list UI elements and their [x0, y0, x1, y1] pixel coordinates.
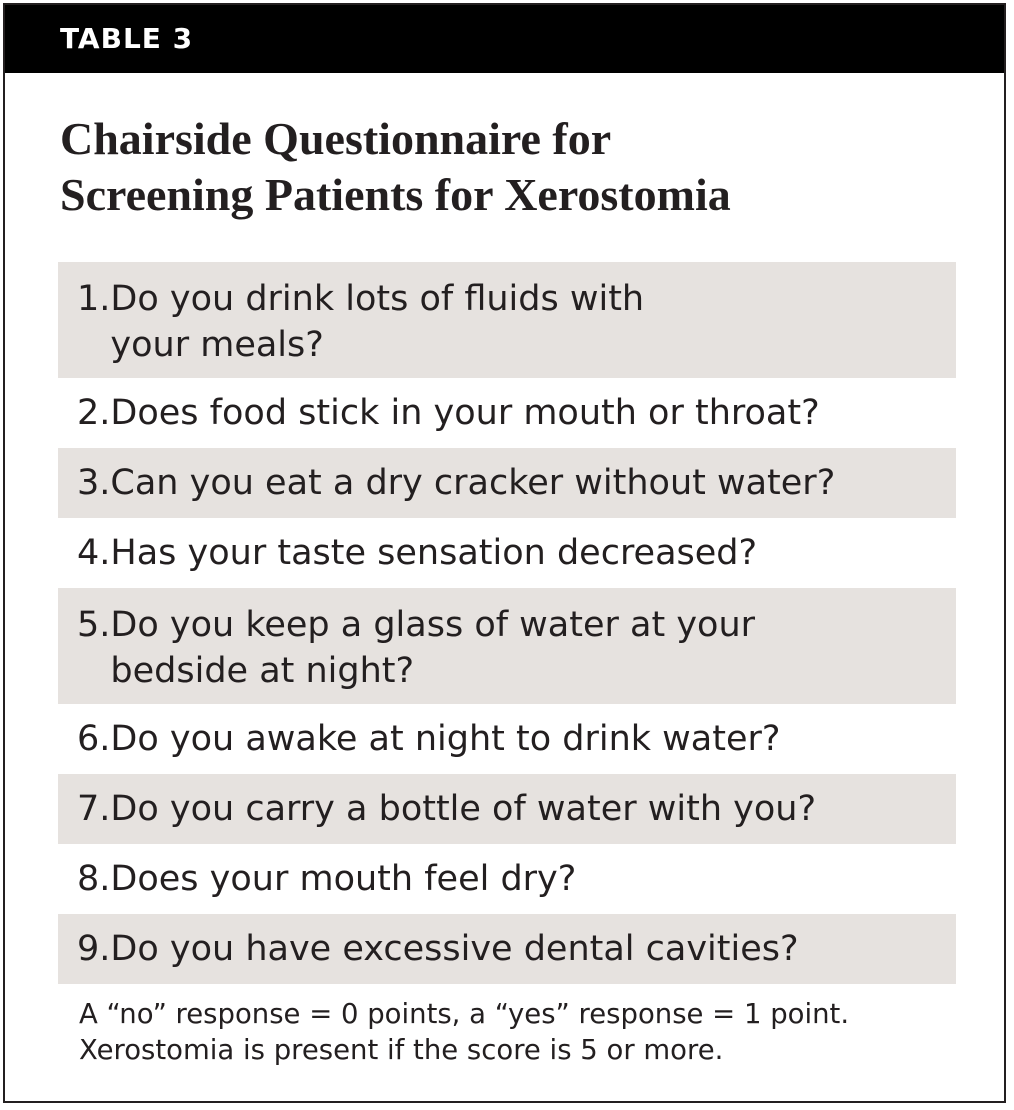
question-text: Has your taste sensation decreased? [110, 533, 758, 573]
question-text: Do you have excessive dental cavities? [110, 929, 799, 969]
question-text: Can you eat a dry cracker without water? [110, 463, 836, 503]
question-row-5 [58, 588, 956, 704]
question-text: Does your mouth feel dry? [110, 859, 577, 899]
question-list [58, 262, 956, 984]
question-row-1 [58, 262, 956, 378]
question-number: 7. [77, 789, 111, 829]
question-row-3 [58, 448, 956, 518]
question-number: 6. [77, 719, 111, 759]
question-text-line-1: Do you drink lots of fluids with [110, 279, 645, 319]
question-row-6 [58, 704, 956, 774]
question-row-9 [58, 914, 956, 984]
question-number: 8. [77, 859, 111, 899]
question-text: Do you awake at night to drink water? [110, 719, 781, 759]
question-number: 2. [77, 393, 111, 433]
question-row-8 [58, 844, 956, 914]
footnote-line-1: A “no” response = 0 points, a “yes” response = 1 point. [79, 998, 850, 1030]
question-row-4 [58, 518, 956, 588]
question-text-line-1: Do you keep a glass of water at your [110, 605, 756, 645]
question-text: Does food stick in your mouth or throat? [110, 393, 820, 433]
scoring-footnote [79, 996, 959, 1068]
question-row-7 [58, 774, 956, 844]
table-number-label: TABLE 3 [60, 22, 194, 55]
question-text-line-2: your meals? [110, 325, 324, 365]
table-title-line-1: Chairside Questionnaire for [60, 113, 612, 164]
question-text [110, 276, 946, 368]
question-row-2 [58, 378, 956, 448]
question-number: 9. [77, 929, 111, 969]
question-number: 4. [77, 533, 111, 573]
question-number: 3. [77, 463, 111, 503]
question-number: 1. [77, 279, 111, 319]
table-title-line-2: Screening Patients for Xerostomia [60, 169, 731, 220]
question-text: Do you carry a bottle of water with you? [110, 789, 817, 829]
question-text [110, 602, 946, 694]
footnote-line-2: Xerostomia is present if the score is 5 or more. [79, 1034, 724, 1066]
table-header-bar [5, 5, 1004, 73]
table-title [60, 111, 940, 223]
table-frame [3, 3, 1006, 1103]
question-text-line-2: bedside at night? [110, 651, 415, 691]
question-number: 5. [77, 605, 111, 645]
